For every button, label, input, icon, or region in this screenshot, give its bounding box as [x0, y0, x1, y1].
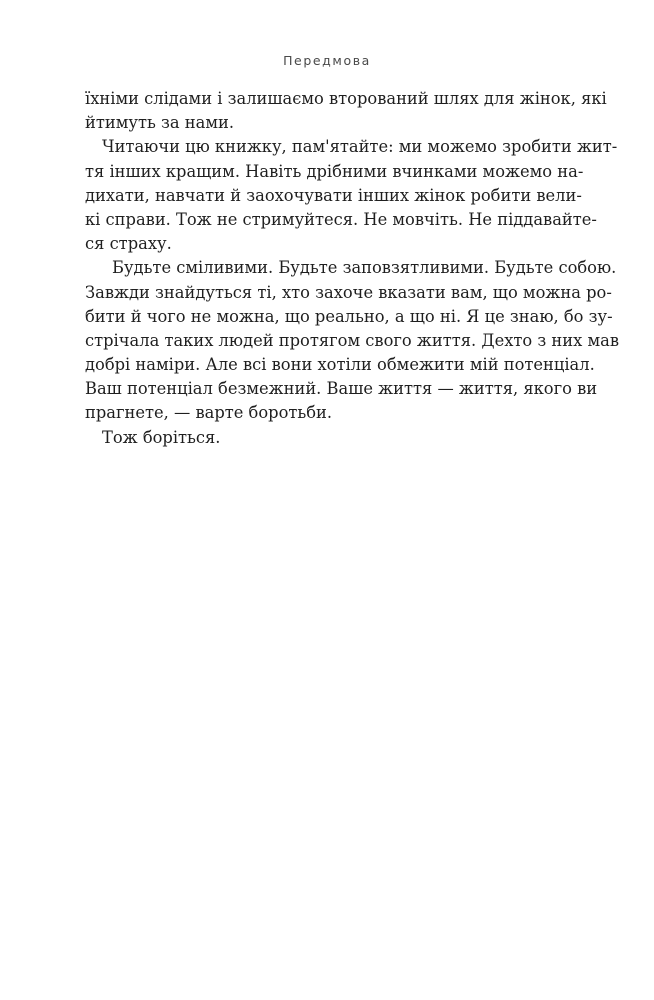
text-line: прагнете, — варте боротьби. [85, 403, 333, 423]
text-line: Читаючи цю книжку, пам'ятайте: ми можемо зробити жит- [102, 137, 618, 157]
text-line: Тож боріться. [102, 427, 221, 447]
running-head: Передмова [283, 53, 371, 68]
text-line: Завжди знайдуться ті, хто захоче вказати вам, що можна ро- [85, 282, 612, 302]
text-line: дихати, навчати й заохочувати інших жінок робити вели- [85, 185, 582, 205]
text-line: тя інших кращим. Навіть дрібними вчинками можемо на- [85, 161, 584, 181]
text-line: Ваш потенціал безмежний. Ваше життя — життя, якого ви [85, 379, 598, 399]
text-line: Будьте сміливими. Будьте заповзятливими. Будьте собою. [112, 258, 617, 278]
text-line: добрі наміри. Але всі вони хотіли обмежити мій потенціал. [85, 355, 595, 375]
text-line: йтимуть за нами. [85, 113, 235, 133]
body-text [85, 87, 620, 450]
text-line: їхніми слідами і залишаємо вторований шлях для жінок, які [85, 89, 607, 108]
text-line: бити й чого не можна, що реально, а що ні. Я це знаю, бо зу- [85, 306, 613, 326]
text-line: стрічала таких людей протягом свого життя. Дехто з них мав [85, 330, 620, 350]
text-line: ся страху. [85, 234, 172, 254]
text-line: кі справи. Тож не стримуйтеся. Не мовчіть. Не піддавайте- [85, 209, 597, 229]
